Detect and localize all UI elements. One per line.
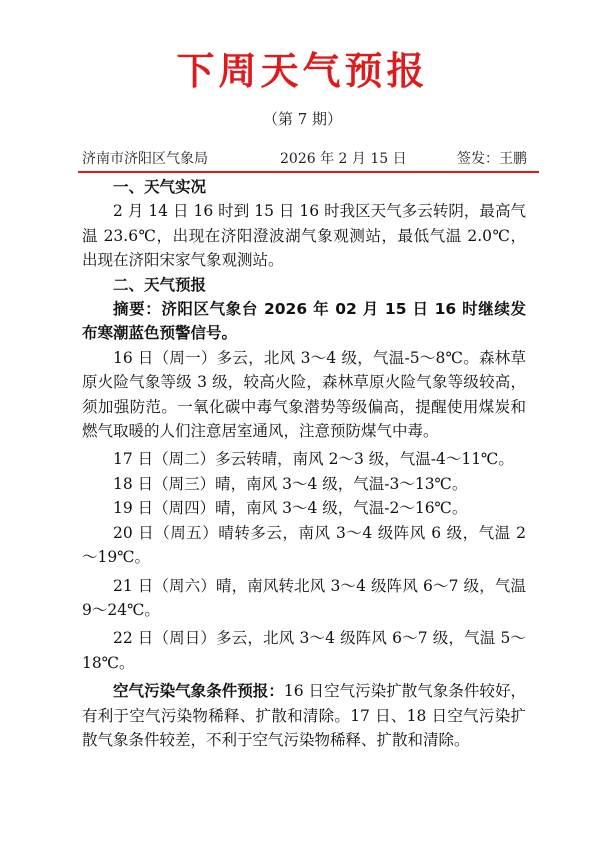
forecast-summary: 摘要：济阳区气象台 2026 年 02 月 15 日 16 时继续发布寒潮蓝色预警信号。 [82, 300, 526, 343]
day-forecast: 22 日（周日）多云，北风 3～4 级阵风 6～7 级，气温 5～18℃。 [82, 629, 526, 672]
forecast-heading: 二、天气预报 [113, 275, 207, 294]
observed-heading: 一、天气实况 [113, 178, 207, 196]
document-body [82, 175, 526, 752]
day-forecast: 19 日（周四）晴，南风 3～4 级，气温-2～16℃。 [113, 499, 468, 518]
day-forecast: 20 日（周五）晴转多云，南风 3～4 级阵风 6 级，气温 2～19℃。 [82, 523, 526, 567]
day-forecast: 21 日（周六）晴，南风转北风 3～4 级阵风 6～7 级，气温 9～24℃。 [82, 576, 526, 619]
document-title: 下周天气预报 [176, 49, 429, 93]
document-meta [82, 148, 527, 168]
header-divider [78, 171, 539, 173]
day-forecast: 17 日（周二）多云转晴，南风 2～3 级，气温-4～11℃。 [113, 450, 514, 469]
air-quality-text: 16 日空气污染扩散气象条件较好，有利于空气污染物稀释、扩散和清除。17 日、18 日空气污染扩散气象条件较差，不利于空气污染物稀释、扩散和清除。 [82, 682, 526, 749]
issue-date: 2026 年 2 月 15 日 [280, 151, 407, 167]
issue-number: （第 7 期） [262, 110, 343, 128]
observed-text: 2 月 14 日 16 时到 15 日 16 时我区天气多云转阴，最高气温 23.6℃，出现在济阳澄波湖气象观测站，最低气温 2.0℃，出现在济阳宋家气象观测站。 [82, 202, 526, 270]
day-forecast: 18 日（周三）晴，南风 3～4 级，气温-3～13℃。 [113, 474, 468, 493]
issuing-organization: 济南市济阳区气象局 [82, 151, 208, 167]
signer: 签发：王鹏 [457, 151, 527, 167]
air-quality-label: 空气污染气象条件预报： [113, 682, 284, 701]
day-forecast: 16 日（周一）多云，北风 3～4 级，气温-5～8℃。森林草原火险气象等级 3 级，较高火险，森林草原火险气象等级较高，须加强防范。一氧化碳中毒气象潜势等级偏高，提醒使用煤炭和燃气取暖的人们注意居室通风，注意预防煤气中毒。 [82, 348, 526, 441]
air-quality-forecast [82, 679, 526, 752]
